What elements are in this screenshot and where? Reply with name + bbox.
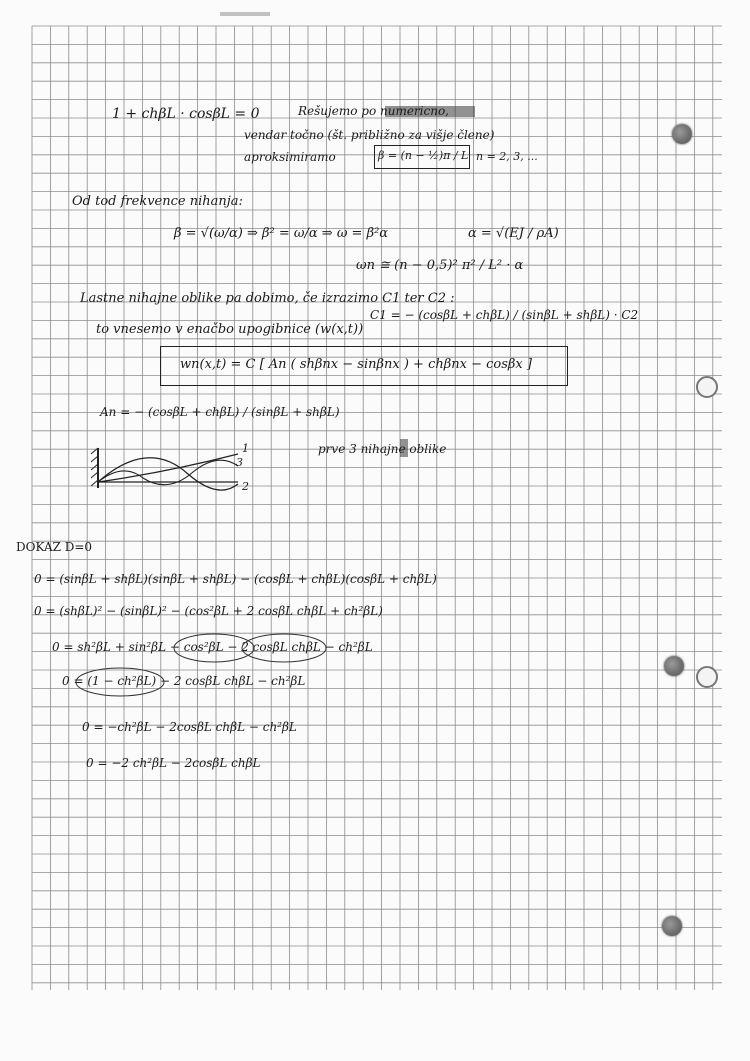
frequency-alpha-eq: α = √(EJ / ρA) [468,226,559,241]
modes-intro: Lastne nihajne oblike pa dobimo, če izrazimo C1 ter C2 : [80,291,455,306]
approx-n: n = 2, 3, ... [476,150,538,163]
sketch-caption: prve 3 nihajne oblike [318,442,447,456]
characteristic-equation: 1 + chβL · cosβL = 0 [112,106,260,122]
frequency-beta-eq: β = √(ω/α) ⇒ β² = ω/α ⇒ ω = β²α [174,226,389,241]
approx-label: aproksimiramo [244,150,336,164]
sketch-label-1: 1 [242,442,249,455]
sketch-label-3: 3 [236,456,243,469]
circled-term [76,668,164,696]
proof-line: 0 = −2 ch²βL − 2cosβL chβL [86,756,261,770]
proof-line: 0 = (sinβL + shβL)(sinβL + shβL) − (cosβL + chβL)(cosβL + chβL) [34,572,437,586]
proof-line: 0 = sh²βL + sin²βL − cos²βL − 2 cosβL chβL − ch²βL [52,640,373,654]
proof-line: 0 = −ch²βL − 2cosβL chβL − ch²βL [82,720,297,734]
solve-line-1: Rešujemo po numericno, [298,104,449,118]
proof-line: 0 = (shβL)² − (sinβL)² − (cos²βL + 2 cosβL chβL + ch²βL) [34,604,383,618]
approx-formula: β = (n − ½)π / L [378,149,469,162]
circled-term [242,634,326,662]
insert-line: to vnesemo v enačbo upogibnice (w(x,t)) [96,322,364,337]
proof-line: 0 = (1 − ch²βL) − 2 cosβL chβL − ch²βL [62,674,306,688]
sketch-label-2: 2 [242,480,249,493]
an-formula: An = − (cosβL + chβL) / (sinβL + shβL) [100,405,340,419]
frequency-omega-eq: ωn ≅ (n − 0,5)² π² / L² · α [356,258,524,273]
c1-formula: C1 = − (cosβL + chβL) / (sinβL + shβL) · C2 [370,308,639,322]
proof-title: DOKAZ D=0 [16,540,93,554]
solve-line-2: vendar točno (št. približno za višje člene) [244,128,495,142]
frequency-intro: Od tod frekvence nihanja: [72,194,243,209]
boxed-equation: wn(x,t) = C [ An ( shβnx − sinβnx ) + chβnx − cosβx ] [180,357,532,372]
